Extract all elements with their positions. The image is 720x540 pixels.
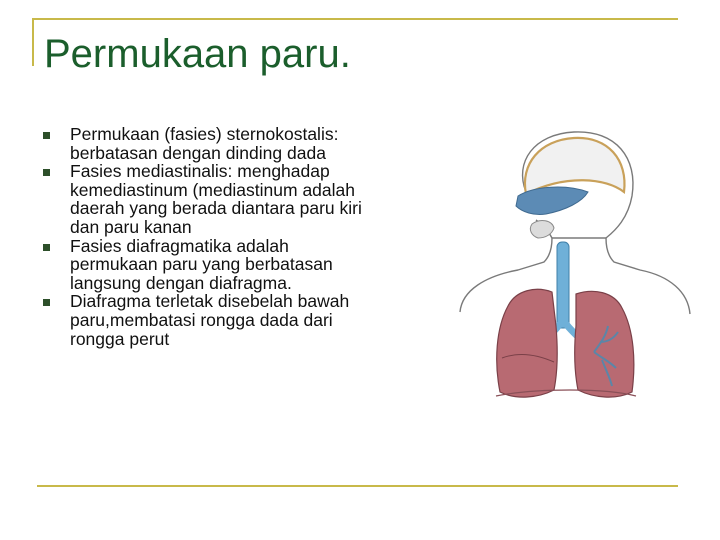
respiratory-system-illustration <box>456 130 692 410</box>
frame-bottom-rule <box>37 485 678 487</box>
torso-outline <box>460 238 690 314</box>
skull-shape <box>525 138 625 194</box>
square-bullet-icon <box>43 299 50 306</box>
bullet-text: Permukaan (fasies) sternokostalis: berbatasan dengan dinding dada <box>70 124 339 163</box>
right-lung-shape <box>575 291 634 397</box>
bullet-text: Fasies diafragmatika adalah permukaan paru yang berbatasan langsung dengan diafragma. <box>70 235 333 293</box>
bullet-text: Diafragma terletak disebelah bawah paru,membatasi rongga dada dari rongga perut <box>70 291 350 349</box>
bullet-item <box>40 237 370 293</box>
trachea-shape <box>557 242 569 328</box>
left-lung-shape <box>497 289 558 397</box>
bullet-item <box>40 125 370 162</box>
bullet-item <box>40 162 370 236</box>
bullet-text: Fasies mediastinalis: menghadap kemediastinum (mediastinum adalah daerah yang berada diantara paru kiri dan paru kanan <box>70 161 362 237</box>
square-bullet-icon <box>43 169 50 176</box>
slide-title: Permukaan paru. <box>44 32 351 76</box>
bullet-list <box>40 125 370 348</box>
frame-top-rule <box>32 18 678 20</box>
square-bullet-icon <box>43 244 50 251</box>
square-bullet-icon <box>43 132 50 139</box>
frame-left-rule <box>32 18 34 66</box>
bullet-item <box>40 292 370 348</box>
